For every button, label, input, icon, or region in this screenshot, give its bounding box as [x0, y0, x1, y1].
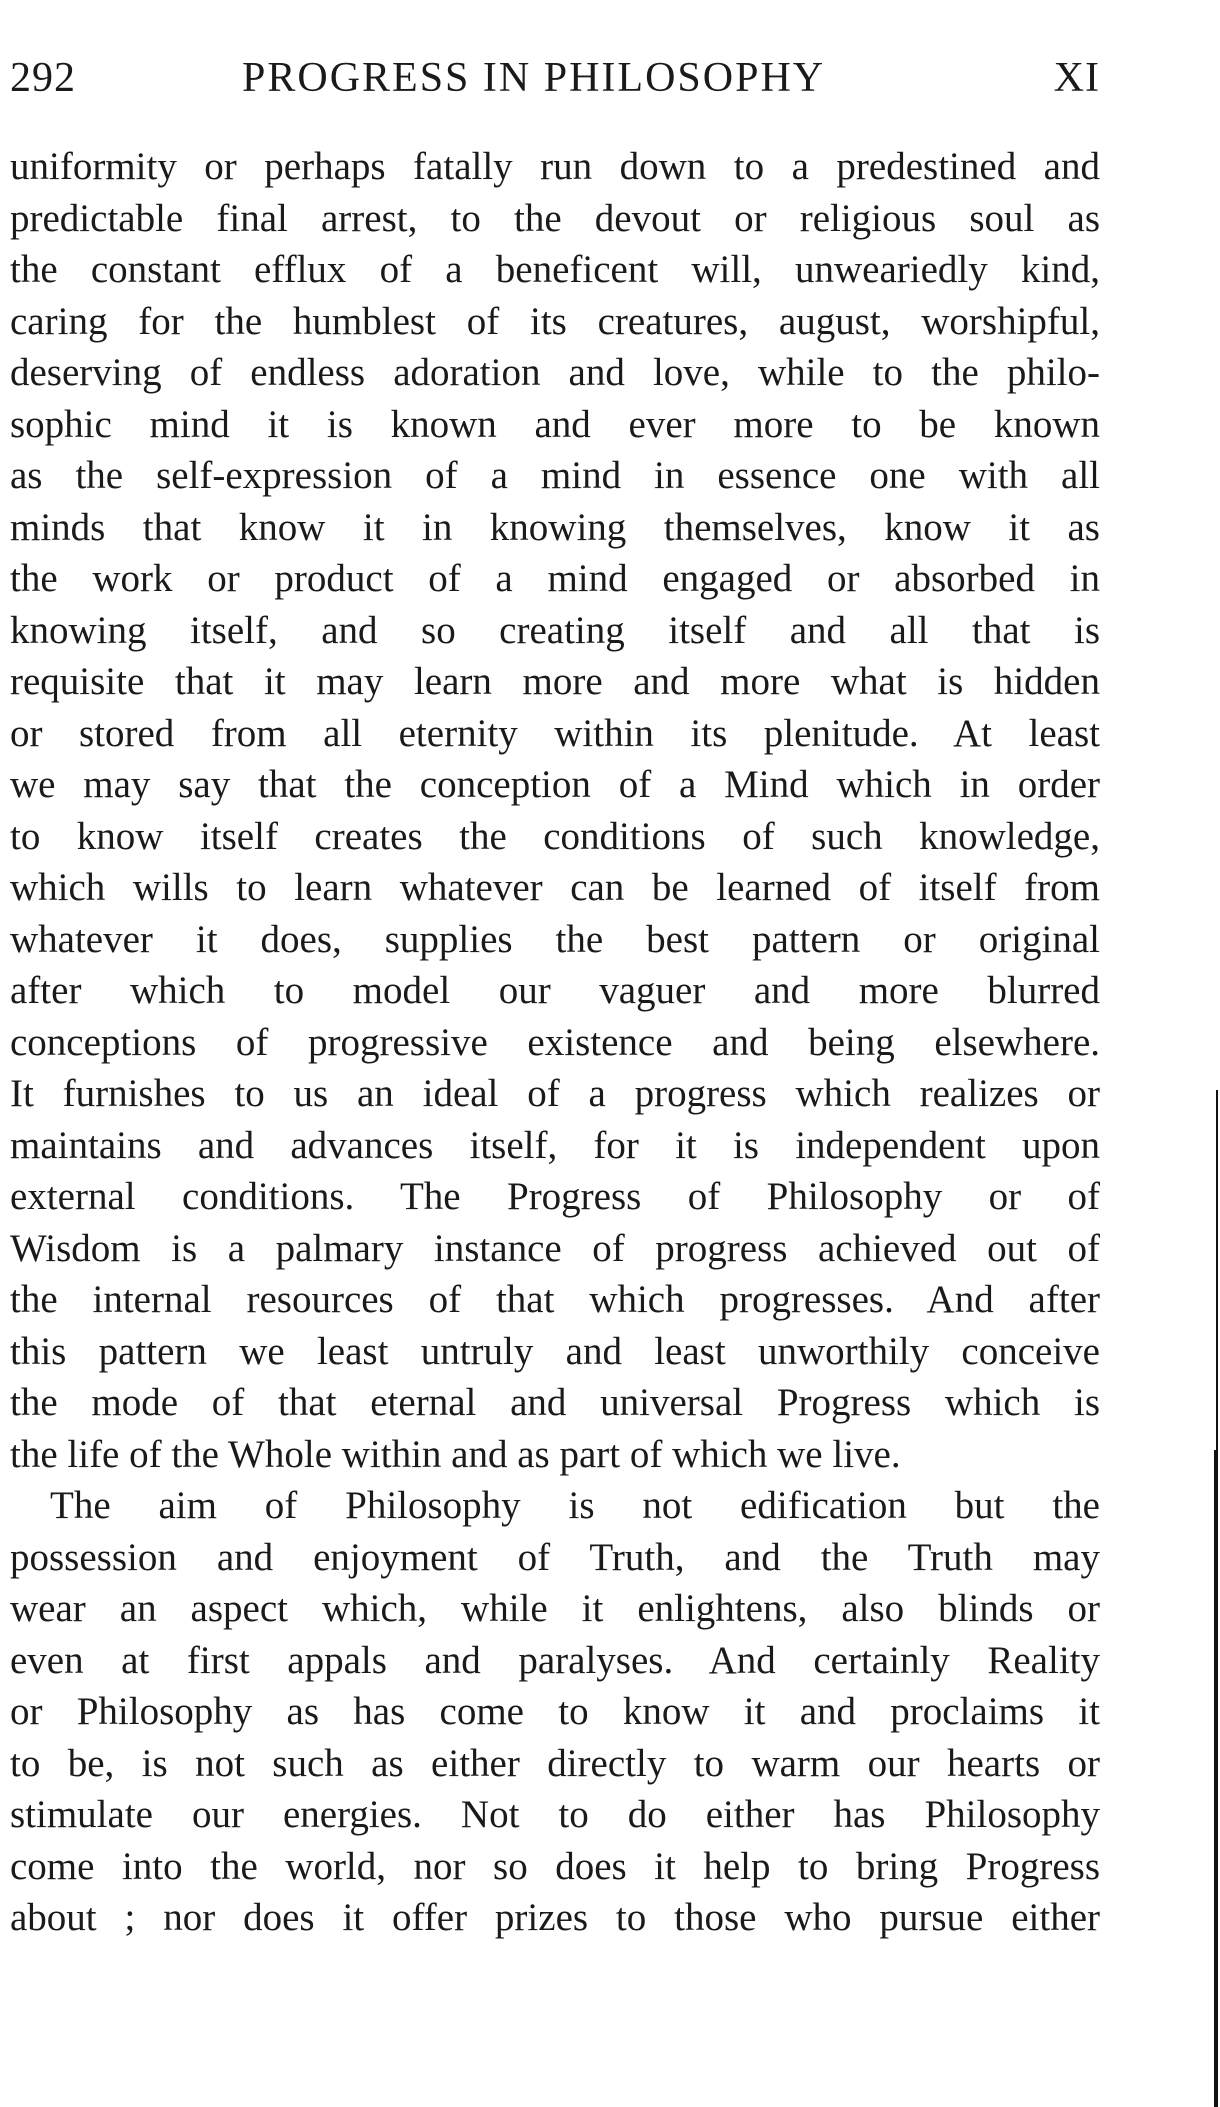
text-line: conceptions of progressive existence and being elsewhere. — [10, 1020, 1100, 1064]
text-line: about ; nor does it offer prizes to those who pursue either — [10, 1896, 1100, 1939]
page-number: 292 — [10, 55, 76, 101]
page-edge-line — [1216, 1090, 1218, 1450]
text-line: whatever it does, supplies the best pattern or original — [10, 917, 1100, 961]
text-line: or Philosophy as has come to know it and proclaims it — [10, 1690, 1100, 1733]
body-text — [10, 141, 1100, 1944]
text-line: which wills to learn whatever can be learned of itself from — [10, 866, 1100, 909]
text-line: stimulate our energies. Not to do either has Philosophy — [10, 1793, 1100, 1836]
text-line: external conditions. The Progress of Philosophy or of — [10, 1175, 1100, 1218]
paragraph-first-line: The aim of Philosophy is not edification but the — [50, 1484, 1100, 1527]
text-line: we may say that the conception of a Mind which in order — [10, 763, 1100, 806]
text-line: the mode of that eternal and universal Progress which is — [10, 1381, 1100, 1424]
running-head — [10, 54, 1100, 114]
text-line: after which to model our vaguer and more blurred — [10, 969, 1100, 1012]
text-line: the internal resources of that which progresses. And after — [10, 1278, 1100, 1321]
text-line: come into the world, nor so does it help to bring Progress — [10, 1844, 1100, 1888]
page-edge-line — [1214, 1450, 1218, 2107]
text-line: even at first appals and paralyses. And certainly Reality — [10, 1638, 1100, 1682]
text-line: or stored from all eternity within its plenitude. At least — [10, 711, 1100, 755]
chapter-number: XI — [1053, 55, 1100, 101]
text-line: maintains and advances itself, for it is independent upon — [10, 1123, 1100, 1167]
text-line: wear an aspect which, while it enlightens, also blinds or — [10, 1587, 1100, 1630]
text-line: predictable final arrest, to the devout or religious soul as — [10, 196, 1100, 240]
text-line: knowing itself, and so creating itself and all that is — [10, 608, 1100, 652]
text-line: possession and enjoyment of Truth, and the Truth may — [10, 1535, 1100, 1579]
text-line: to be, is not such as either directly to warm our hearts or — [10, 1741, 1100, 1785]
text-line: the constant efflux of a beneficent will, unweariedly kind, — [10, 248, 1100, 291]
text-line: minds that know it in knowing themselves, know it as — [10, 505, 1100, 549]
text-line: this pattern we least untruly and least unworthily conceive — [10, 1329, 1100, 1373]
text-line: the work or product of a mind engaged or absorbed in — [10, 557, 1100, 600]
text-line: Wisdom is a palmary instance of progress achieved out of — [10, 1226, 1100, 1270]
text-line: uniformity or perhaps fatally run down to a predestined and — [10, 145, 1100, 188]
text-line: caring for the humblest of its creatures, august, worshipful, — [10, 299, 1100, 343]
running-title: PROGRESS IN PHILOSOPHY — [242, 55, 826, 101]
text-line: requisite that it may learn more and more what is hidden — [10, 660, 1100, 703]
text-line: as the self-expression of a mind in essence one with all — [10, 454, 1100, 497]
text-line: deserving of endless adoration and love, while to the philo- — [10, 351, 1100, 394]
text-line: It furnishes to us an ideal of a progress which realizes or — [10, 1072, 1100, 1115]
text-line: the life of the Whole within and as part of which we live. — [10, 1432, 901, 1476]
text-line: sophic mind it is known and ever more to be known — [10, 402, 1100, 446]
text-line: to know itself creates the conditions of such knowledge, — [10, 814, 1100, 858]
